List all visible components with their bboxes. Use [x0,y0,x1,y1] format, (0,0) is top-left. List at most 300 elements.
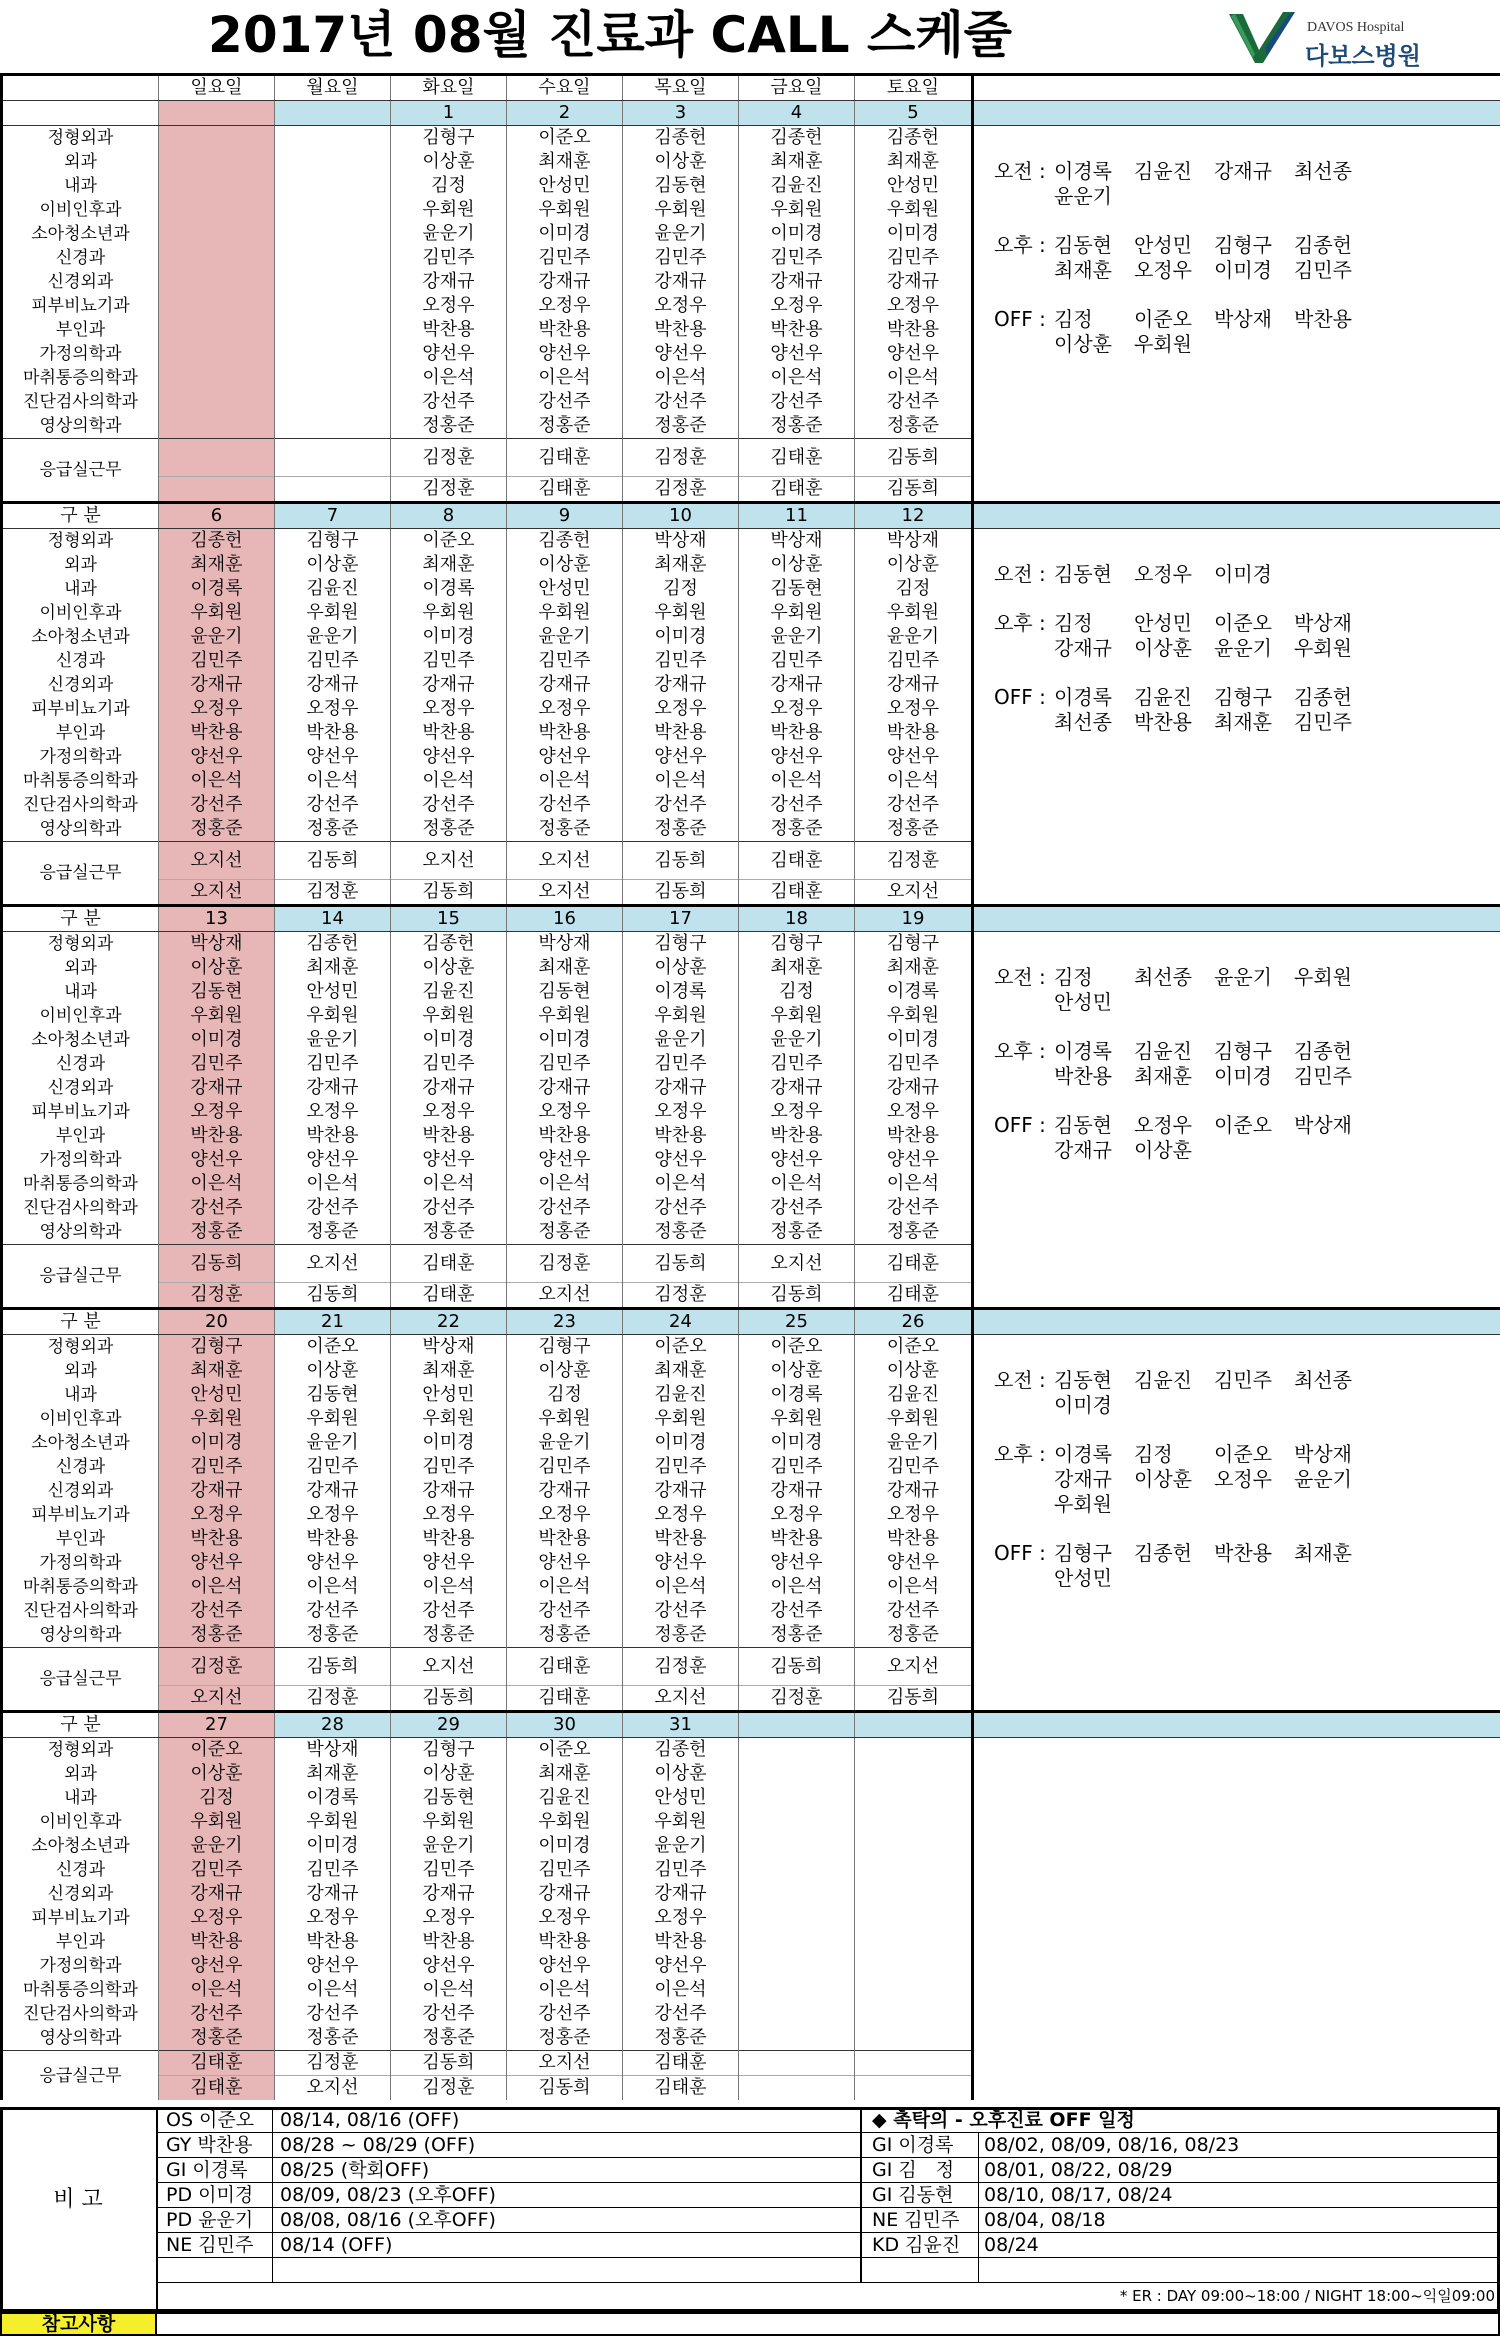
note-doctor-name: 강재규 [1214,159,1272,183]
duty-cell: 김민주 [623,246,739,270]
notes-cell [973,503,1500,529]
department-name: 영상의학과 [2,2026,159,2051]
duty-cell: 이은석 [391,1575,507,1599]
er-duty-cell: 김태훈 [159,2051,275,2076]
duty-cell: 박상재 [739,529,855,554]
duty-cell: 강재규 [391,1479,507,1503]
duty-cell: 이은석 [507,1575,623,1599]
date-cell: 13 [159,906,275,932]
note-doctor-name: 이경록 [1054,1442,1112,1466]
note-doctor-name: 오정우 [1134,562,1192,586]
duty-cell: 안성민 [275,980,391,1004]
duty-cell [855,1906,973,1930]
duty-cell: 강선주 [507,793,623,817]
duty-cell: 김민주 [623,1052,739,1076]
duty-cell: 안성민 [507,174,623,198]
duty-cell: 강재규 [739,270,855,294]
duty-cell: 윤운기 [391,1834,507,1858]
note-doctor-name: 강재규 [1054,636,1112,660]
duty-cell: 오정우 [623,1100,739,1124]
duty-cell: 이은석 [159,1978,275,2002]
duty-cell: 강재규 [275,1076,391,1100]
duty-cell: 이상훈 [507,1359,623,1383]
duty-cell: 강선주 [623,1599,739,1623]
duty-cell [739,1882,855,1906]
note-doctor-name: 김동현 [1054,233,1112,257]
duty-cell: 오정우 [275,697,391,721]
duty-cell: 우회원 [159,601,275,625]
note-label: 오후 : [994,611,1046,635]
duty-cell: 김동현 [391,1786,507,1810]
note-doctor-name: 강재규 [1054,1138,1112,1162]
duty-cell: 우회원 [855,1407,973,1431]
duty-cell: 정홍준 [623,1623,739,1648]
department-name: 마취통증의학과 [2,1172,159,1196]
duty-cell: 강재규 [739,1479,855,1503]
department-name: 이비인후과 [2,601,159,625]
note-doctor-name: 김민주 [1214,1368,1272,1392]
er-duty-cell: 김태훈 [739,477,855,503]
duty-cell: 김동현 [507,980,623,1004]
er-duty-cell: 오지선 [159,880,275,906]
section-label: 구 분 [2,1309,159,1335]
department-name: 부인과 [2,1930,159,1954]
duty-cell: 양선우 [855,342,973,366]
duty-cell [159,222,275,246]
duty-cell: 이준오 [507,126,623,151]
duty-cell: 강재규 [855,673,973,697]
reference-label: 참고사항 [0,2312,157,2336]
date-cell: 12 [855,503,973,529]
note-line [974,1491,1494,1517]
duty-cell: 이은석 [275,1978,391,2002]
schedule-table [0,73,1500,2100]
duty-cell: 정홍준 [623,817,739,842]
duty-cell: 박찬용 [275,721,391,745]
duty-cell: 박찬용 [391,318,507,342]
duty-cell: 김민주 [159,1052,275,1076]
duty-cell: 이은석 [739,769,855,793]
note-doctor-name: 김윤진 [1134,1368,1192,1392]
duty-cell: 이은석 [391,769,507,793]
duty-cell [159,174,275,198]
duty-cell: 이미경 [507,1834,623,1858]
duty-cell: 정홍준 [391,817,507,842]
note-line [974,684,1494,710]
note-doctor-name: 김형구 [1054,1541,1112,1565]
note-doctor-name: 박상재 [1294,1442,1352,1466]
duty-cell: 오정우 [855,294,973,318]
duty-cell: 박찬용 [623,1930,739,1954]
duty-cell [275,390,391,414]
duty-cell: 이상훈 [855,553,973,577]
er-label: 응급실근무 [2,1648,159,1712]
duty-cell: 정홍준 [391,1220,507,1245]
remark-doctor: PD 윤운기 [166,2209,254,2231]
duty-cell [739,1906,855,1930]
grid-line [272,2107,273,2282]
duty-cell: 김윤진 [275,577,391,601]
note-doctor-name: 박찬용 [1214,1541,1272,1565]
duty-cell: 강재규 [739,673,855,697]
department-name: 소아청소년과 [2,625,159,649]
duty-cell: 윤운기 [739,625,855,649]
duty-cell: 김민주 [623,1455,739,1479]
section-label: 구 분 [2,503,159,529]
er-duty-cell: 김태훈 [159,2076,275,2101]
duty-cell: 김동현 [623,174,739,198]
duty-cell: 박찬용 [739,318,855,342]
department-name: 영상의학과 [2,1623,159,1648]
duty-cell: 강선주 [507,1599,623,1623]
department-name: 소아청소년과 [2,1834,159,1858]
date-cell: 5 [855,101,973,126]
duty-cell: 이상훈 [739,1359,855,1383]
duty-cell: 정홍준 [507,817,623,842]
note-label: 오후 : [994,233,1046,257]
duty-cell: 박찬용 [855,1124,973,1148]
er-duty-cell: 김정훈 [391,439,507,477]
duty-cell [159,414,275,439]
duty-cell: 박찬용 [391,1124,507,1148]
department-name: 외과 [2,956,159,980]
duty-cell: 김민주 [275,1052,391,1076]
department-name: 정형외과 [2,1738,159,1763]
duty-cell: 박찬용 [739,1527,855,1551]
duty-cell: 이미경 [159,1431,275,1455]
note-doctor-name: 우회원 [1134,332,1192,356]
note-line [974,1063,1494,1089]
duty-cell: 박상재 [855,529,973,554]
note-doctor-name: 이준오 [1214,1113,1272,1137]
department-name: 내과 [2,980,159,1004]
duty-cell: 박찬용 [391,721,507,745]
duty-cell: 정홍준 [391,1623,507,1648]
duty-cell: 양선우 [159,745,275,769]
duty-cell: 양선우 [623,745,739,769]
er-duty-cell: 김정훈 [855,842,973,880]
note-doctor-name: 윤운기 [1214,636,1272,660]
date-cell: 29 [391,1712,507,1738]
corner-cell [2,75,159,101]
duty-cell: 박찬용 [623,721,739,745]
duty-cell: 박찬용 [623,1527,739,1551]
duty-cell: 오정우 [275,1503,391,1527]
er-duty-cell: 오지선 [507,2051,623,2076]
department-name: 부인과 [2,721,159,745]
duty-cell: 박찬용 [159,721,275,745]
note-doctor-name: 김동현 [1054,562,1112,586]
department-name: 외과 [2,1359,159,1383]
date-cell [855,1712,973,1738]
duty-cell [739,1978,855,2002]
department-name: 신경외과 [2,1076,159,1100]
department-row [2,529,1500,554]
er-duty-cell: 오지선 [391,1648,507,1686]
note-line [974,1112,1494,1138]
duty-cell: 정홍준 [275,2026,391,2051]
duty-cell: 강선주 [159,1196,275,1220]
note-label: OFF : [994,307,1046,331]
note-line [974,1466,1494,1492]
grid-line [156,2282,1500,2283]
duty-cell: 윤운기 [855,1431,973,1455]
duty-cell: 이은석 [275,769,391,793]
er-duty-cell: 김태훈 [507,1648,623,1686]
duty-cell: 양선우 [159,1551,275,1575]
duty-cell: 김윤진 [507,1786,623,1810]
duty-cell: 김형구 [507,1335,623,1360]
note-doctor-name: 이준오 [1134,307,1192,331]
duty-cell: 강재규 [159,1882,275,1906]
duty-cell: 정홍준 [507,1220,623,1245]
duty-cell: 오정우 [507,294,623,318]
duty-cell: 강선주 [159,2002,275,2026]
duty-cell: 오정우 [623,294,739,318]
department-name: 외과 [2,1762,159,1786]
duty-cell: 오정우 [507,1906,623,1930]
duty-cell: 김정 [391,174,507,198]
duty-cell: 강선주 [623,2002,739,2026]
er-duty-cell: 오지선 [159,842,275,880]
duty-cell: 양선우 [391,1954,507,1978]
duty-cell: 오정우 [159,1906,275,1930]
duty-cell [159,318,275,342]
duty-cell: 양선우 [507,1148,623,1172]
duty-cell: 강재규 [855,1076,973,1100]
duty-cell: 안성민 [507,577,623,601]
duty-cell [855,1978,973,2002]
duty-cell [159,198,275,222]
date-row [2,101,1500,126]
duty-cell: 양선우 [623,1148,739,1172]
duty-cell [275,126,391,151]
duty-cell [159,342,275,366]
duty-cell [275,414,391,439]
duty-cell: 박찬용 [275,1930,391,1954]
duty-cell: 박찬용 [275,1124,391,1148]
note-doctor-name: 이상훈 [1134,636,1192,660]
note-doctor-name: 윤운기 [1294,1467,1352,1491]
duty-cell: 강선주 [507,390,623,414]
department-name: 피부비뇨기과 [2,1100,159,1124]
duty-cell: 이상훈 [623,1762,739,1786]
duty-cell: 강선주 [391,1599,507,1623]
duty-cell: 최재훈 [507,956,623,980]
duty-cell: 이경록 [275,1786,391,1810]
duty-cell: 양선우 [623,1954,739,1978]
department-name: 가정의학과 [2,745,159,769]
duty-cell: 이미경 [391,625,507,649]
duty-cell: 김민주 [739,246,855,270]
duty-cell: 오정우 [855,697,973,721]
duty-cell: 오정우 [391,1100,507,1124]
duty-cell: 강재규 [159,1479,275,1503]
note-doctor-name: 김형구 [1214,685,1272,709]
note-doctor-name: 김형구 [1214,233,1272,257]
duty-cell [739,1858,855,1882]
duty-cell [275,246,391,270]
duty-cell: 강재규 [507,270,623,294]
duty-cell: 윤운기 [623,1834,739,1858]
duty-cell [855,1810,973,1834]
duty-cell: 양선우 [391,1551,507,1575]
duty-cell: 이상훈 [623,150,739,174]
duty-cell: 이준오 [623,1335,739,1360]
duty-cell: 우회원 [507,1004,623,1028]
duty-cell: 우회원 [507,1407,623,1431]
duty-cell: 우회원 [391,1407,507,1431]
duty-cell: 이경록 [391,577,507,601]
duty-cell: 오정우 [159,697,275,721]
note-doctor-name: 이미경 [1054,1393,1112,1417]
duty-cell: 이상훈 [275,553,391,577]
duty-cell: 김민주 [507,649,623,673]
duty-cell: 강선주 [159,793,275,817]
duty-cell: 정홍준 [855,414,973,439]
duty-cell: 양선우 [855,1148,973,1172]
department-name: 신경과 [2,246,159,270]
remark-doctor: OS 이준오 [166,2109,255,2131]
duty-cell: 박찬용 [507,1930,623,1954]
duty-cell: 박찬용 [391,1930,507,1954]
duty-cell: 김민주 [739,1455,855,1479]
duty-cell: 이은석 [159,769,275,793]
note-doctor-name: 박상재 [1294,611,1352,635]
er-duty-cell: 김동희 [739,1283,855,1309]
duty-cell: 김종헌 [507,529,623,554]
duty-cell: 강재규 [507,673,623,697]
duty-cell: 최재훈 [275,1762,391,1786]
date-row [2,1712,1500,1738]
duty-cell: 우회원 [855,1004,973,1028]
duty-cell: 우회원 [159,1407,275,1431]
er-duty-cell: 김태훈 [507,477,623,503]
note-doctor-name: 최선종 [1294,1368,1352,1392]
duty-cell: 이상훈 [391,150,507,174]
duty-cell: 오정우 [507,697,623,721]
date-cell: 25 [739,1309,855,1335]
department-name: 소아청소년과 [2,1028,159,1052]
notes-cell [973,906,1500,932]
note-doctor-name: 박찬용 [1054,1064,1112,1088]
note-label: 오전 : [994,562,1046,586]
er-duty-cell: 김동희 [391,2051,507,2076]
duty-cell: 이미경 [855,222,973,246]
note-doctor-name: 윤운기 [1214,965,1272,989]
remark-doctor: PD 이미경 [166,2184,254,2206]
duty-cell [855,1834,973,1858]
duty-cell: 김민주 [275,1455,391,1479]
duty-cell: 김민주 [159,649,275,673]
department-name: 피부비뇨기과 [2,697,159,721]
note-doctor-name: 강재규 [1054,1467,1112,1491]
duty-cell: 강선주 [623,1196,739,1220]
duty-cell: 정홍준 [391,2026,507,2051]
duty-cell: 양선우 [739,1148,855,1172]
duty-cell [855,1762,973,1786]
duty-cell: 김민주 [159,1455,275,1479]
duty-cell [855,1954,973,1978]
er-duty-cell: 김동희 [855,439,973,477]
duty-cell: 김정 [739,980,855,1004]
note-doctor-name: 김정 [1054,611,1093,635]
weekday-header: 일요일 [159,75,275,101]
er-label: 응급실근무 [2,439,159,503]
er-duty-cell: 오지선 [855,1648,973,1686]
duty-cell: 강재규 [855,1479,973,1503]
duty-cell: 김윤진 [855,1383,973,1407]
duty-cell: 정홍준 [855,1623,973,1648]
duty-cell: 이은석 [507,1172,623,1196]
duty-cell: 박찬용 [159,1124,275,1148]
remark-dates: 08/01, 08/22, 08/29 [984,2159,1173,2181]
duty-cell [739,1762,855,1786]
duty-cell: 김민주 [391,1455,507,1479]
duty-cell: 양선우 [159,1148,275,1172]
department-row [2,1335,1500,1360]
duty-cell: 강선주 [391,793,507,817]
duty-cell: 강선주 [391,1196,507,1220]
duty-cell: 우회원 [739,198,855,222]
duty-cell: 정홍준 [275,1623,391,1648]
duty-cell: 양선우 [275,1148,391,1172]
duty-cell: 양선우 [855,1551,973,1575]
er-duty-cell: 김정훈 [275,2051,391,2076]
duty-cell: 우회원 [391,1810,507,1834]
duty-cell: 양선우 [623,1551,739,1575]
duty-cell: 오정우 [739,697,855,721]
weekday-header: 월요일 [275,75,391,101]
note-line [974,989,1494,1015]
remark-doctor: GI 김 정 [872,2159,955,2181]
duty-cell: 정홍준 [507,414,623,439]
duty-cell [275,222,391,246]
duty-cell: 최재훈 [855,150,973,174]
remarks-label: 비 고 [53,2187,103,2212]
department-name: 마취통증의학과 [2,1978,159,2002]
duty-cell: 최재훈 [855,956,973,980]
duty-cell: 이미경 [623,1431,739,1455]
note-doctor-name: 김윤진 [1134,1039,1192,1063]
er-label: 응급실근무 [2,2051,159,2101]
department-name: 신경외과 [2,673,159,697]
note-doctor-name: 안성민 [1054,1566,1112,1590]
department-name: 이비인후과 [2,1004,159,1028]
duty-cell: 강선주 [623,793,739,817]
duty-cell: 최재훈 [391,553,507,577]
er-duty-cell: 오지선 [507,842,623,880]
note-doctor-name: 김정 [1134,1442,1173,1466]
duty-cell: 오정우 [159,1503,275,1527]
department-name: 부인과 [2,1527,159,1551]
duty-cell: 김민주 [739,649,855,673]
duty-cell: 오정우 [391,1906,507,1930]
er-duty-cell: 김동희 [507,2076,623,2101]
department-name: 이비인후과 [2,198,159,222]
er-duty-cell [855,2076,973,2101]
duty-cell: 박찬용 [507,721,623,745]
department-name: 부인과 [2,318,159,342]
duty-cell: 이은석 [391,1978,507,2002]
note-doctor-name: 우회원 [1054,1492,1112,1516]
er-duty-cell [739,2051,855,2076]
duty-cell [275,342,391,366]
duty-cell: 이은석 [159,1172,275,1196]
duty-cell: 이은석 [623,769,739,793]
note-doctor-name: 김정 [1054,965,1093,989]
duty-cell: 강선주 [623,390,739,414]
